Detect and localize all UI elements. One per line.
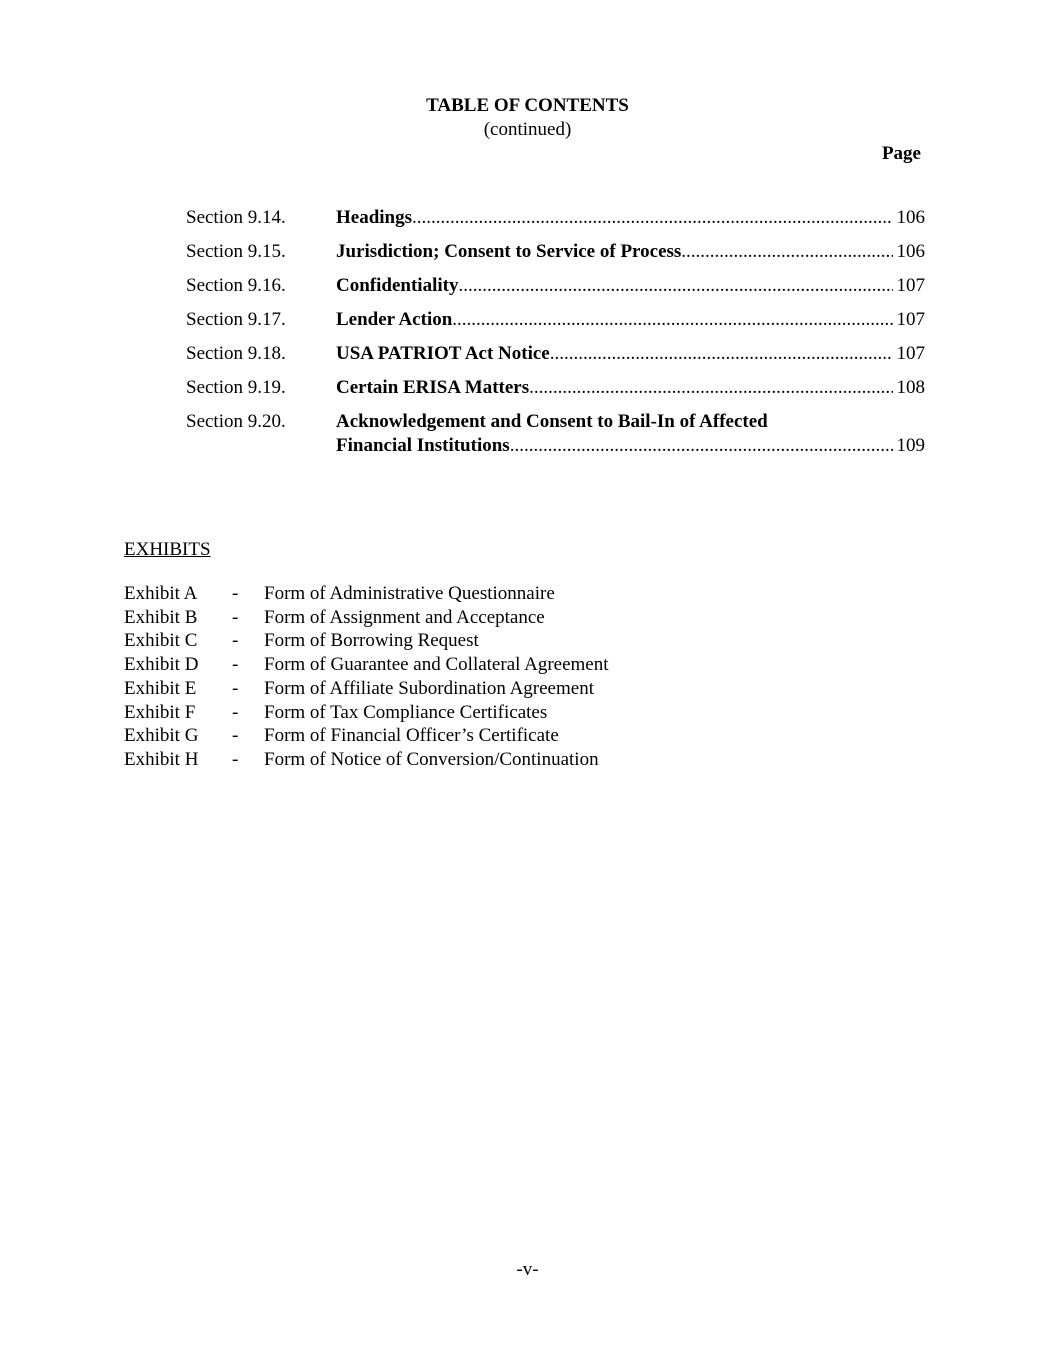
toc-entry-9-14 xyxy=(186,206,925,230)
toc-entry-9-18 xyxy=(186,342,925,366)
toc-entry-9-19 xyxy=(186,376,925,400)
exhibit-title: Form of Notice of Conversion/Continuation xyxy=(264,748,599,770)
exhibit-title: Form of Borrowing Request xyxy=(264,630,479,652)
section-title: Jurisdiction; Consent to Service of Process xyxy=(336,241,682,262)
section-title: Headings xyxy=(336,207,413,228)
toc-entry-9-15 xyxy=(186,240,925,264)
exhibit-dash: - xyxy=(232,654,239,676)
section-title: Certain ERISA Matters xyxy=(336,377,530,398)
exhibit-dash: - xyxy=(232,748,239,770)
exhibit-item xyxy=(124,653,609,677)
exhibit-item xyxy=(124,629,609,653)
page-number: -v- xyxy=(516,1259,539,1280)
exhibit-item xyxy=(124,582,609,606)
section-number: Section 9.19. xyxy=(186,377,286,398)
page-column-heading: Page xyxy=(881,143,921,164)
section-page: 107 xyxy=(896,309,925,330)
toc-title: TABLE OF CONTENTS xyxy=(426,95,629,116)
exhibit-item xyxy=(124,748,609,772)
dot-leader xyxy=(529,376,892,400)
section-page: 107 xyxy=(896,343,925,364)
exhibit-item xyxy=(124,724,609,748)
exhibit-title: Form of Tax Compliance Certificates xyxy=(264,701,548,723)
section-number: Section 9.14. xyxy=(186,207,286,228)
dot-leader xyxy=(681,240,892,264)
section-number: Section 9.18. xyxy=(186,343,286,364)
section-number: Section 9.15. xyxy=(186,241,286,262)
exhibit-title: Form of Guarantee and Collateral Agreement xyxy=(264,654,609,676)
exhibit-dash: - xyxy=(232,583,239,604)
exhibit-item xyxy=(124,701,609,725)
exhibit-dash: - xyxy=(232,630,239,652)
section-number: Section 9.17. xyxy=(186,309,286,330)
section-title: Confidentiality xyxy=(336,275,459,296)
section-title: Lender Action xyxy=(336,309,453,330)
exhibit-dash: - xyxy=(232,677,239,699)
exhibit-item xyxy=(124,677,609,701)
toc-subtitle: (continued) xyxy=(483,119,572,140)
exhibit-label: Exhibit D xyxy=(124,654,199,676)
exhibit-title: Form of Affiliate Subordination Agreement xyxy=(264,677,594,699)
exhibit-label: Exhibit G xyxy=(124,725,199,747)
exhibit-dash: - xyxy=(232,725,239,747)
section-title: USA PATRIOT Act Notice xyxy=(336,343,550,364)
section-number: Section 9.20. xyxy=(186,411,286,432)
dot-leader xyxy=(550,342,893,366)
section-number: Section 9.16. xyxy=(186,275,286,296)
dot-leader xyxy=(452,308,892,332)
toc-entry-9-16 xyxy=(186,274,925,298)
exhibit-dash: - xyxy=(232,701,239,723)
exhibit-title: Form of Assignment and Acceptance xyxy=(264,606,545,628)
toc-entry-9-20 xyxy=(186,410,925,458)
exhibit-item xyxy=(124,606,609,630)
exhibit-label: Exhibit C xyxy=(124,630,198,652)
exhibit-title: Form of Administrative Questionnaire xyxy=(264,583,555,604)
exhibit-label: Exhibit A xyxy=(124,583,198,604)
exhibit-label: Exhibit B xyxy=(124,606,198,628)
section-title-line-1: Acknowledgement and Consent to Bail-In of Affected xyxy=(336,411,768,432)
dot-leader xyxy=(458,274,892,298)
section-page: 108 xyxy=(896,377,925,398)
exhibit-label: Exhibit H xyxy=(124,748,199,770)
exhibit-title: Form of Financial Officer’s Certificate xyxy=(264,725,559,747)
exhibit-label: Exhibit F xyxy=(124,701,196,723)
section-page: 106 xyxy=(896,207,925,228)
exhibit-dash: - xyxy=(232,606,239,628)
section-page: 106 xyxy=(896,241,925,262)
exhibits-heading: EXHIBITS xyxy=(124,539,211,560)
exhibit-label: Exhibit E xyxy=(124,677,197,699)
section-page: 109 xyxy=(896,435,925,456)
dot-leader xyxy=(412,206,892,230)
exhibits-list xyxy=(124,582,609,772)
section-page: 107 xyxy=(896,275,925,296)
dot-leader xyxy=(510,434,893,458)
toc-entry-9-17 xyxy=(186,308,925,332)
section-title-line-2: Financial Institutions xyxy=(336,435,510,456)
toc-list xyxy=(186,206,925,468)
